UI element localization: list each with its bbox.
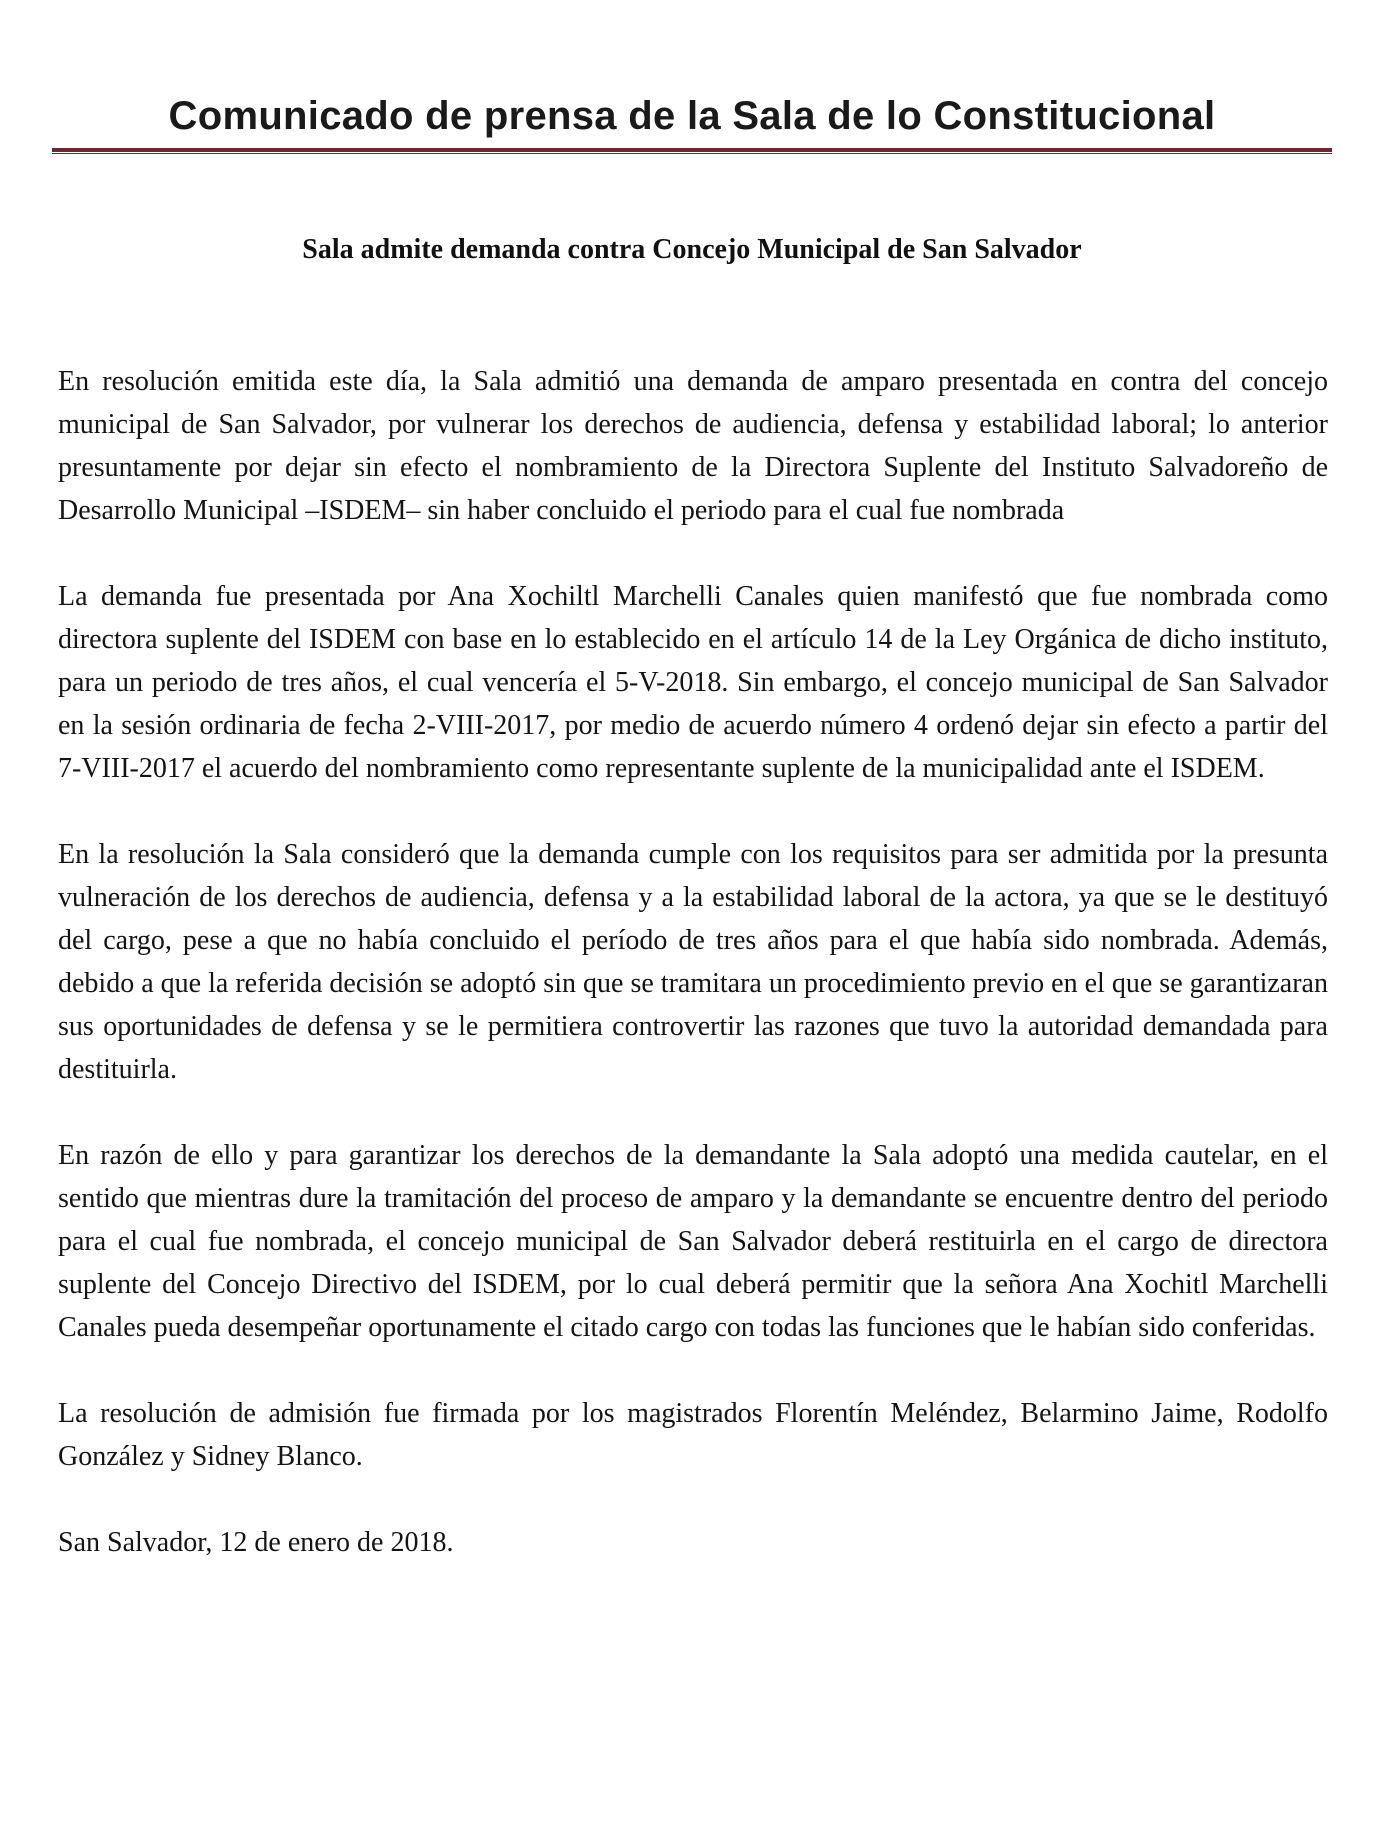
paragraph-4: En razón de ello y para garantizar los derechos de la demandante la Sala adoptó una medida cautelar, en el sentido que mientras dure la tramitación del proceso de amparo y la demandante se encuentre dentro del periodo para el cual fue nombrada, el concejo municipal de San Salvador deberá restituirla en el cargo de directora suplente del Concejo Directivo del ISDEM, por lo cual deberá permitir que la señora Ana Xochitl Marchelli Canales pueda desempeñar oportunamente el citado cargo con todas las funciones que le habían sido conferidas. — [58, 1140, 1328, 1343]
paragraph-3: En la resolución la Sala consideró que la demanda cumple con los requisitos para ser admitida por la presunta vulneración de los derechos de audiencia, defensa y a la estabilidad laboral de la actora, ya que se le destituyó del cargo, pese a que no había concluido el período de tres años para el que había sido nombrada. Además, debido a que la referida decisión se adoptó sin que se tramitara un procedimiento previo en el que se garantizaran sus oportunidades de defensa y se le permitiera controvertir las razones que tuvo la autoridad demandada para destituirla. — [58, 839, 1328, 1085]
page-header — [52, 88, 1332, 154]
header-divider — [52, 148, 1332, 154]
paragraph-5: La resolución de admisión fue firmada por los magistrados Florentín Meléndez, Belarmino Jaime, Rodolfo González y Sidney Blanco. — [58, 1398, 1328, 1472]
document-body — [58, 360, 1328, 1607]
paragraph-1: En resolución emitida este día, la Sala admitió una demanda de amparo presentada en contra del concejo municipal de San Salvador, por vulnerar los derechos de audiencia, defensa y estabilidad laboral; lo anterior presuntamente por dejar sin efecto el nombramiento de la Directora Suplente del Instituto Salvadoreño de Desarrollo Municipal –ISDEM– sin haber concluido el periodo para el cual fue nombrada — [58, 366, 1328, 526]
page-title: Comunicado de prensa de la Sala de lo Constitucional — [168, 94, 1216, 138]
dateline: San Salvador, 12 de enero de 2018. — [58, 1527, 454, 1558]
paragraph-2: La demanda fue presentada por Ana Xochiltl Marchelli Canales quien manifestó que fue nombrada como directora suplente del ISDEM con base en lo establecido en el artículo 14 de la Ley Orgánica de dicho instituto, para un periodo de tres años, el cual vencería el 5-V-2018. Sin embargo, el concejo municipal de San Salvador en la sesión ordinaria de fecha 2-VIII-2017, por medio de acuerdo número 4 ordenó dejar sin efecto a partir del 7-VIII-2017 el acuerdo del nombramiento como representante suplente de la municipalidad ante el ISDEM. — [58, 581, 1328, 784]
document-subtitle: Sala admite demanda contra Concejo Municipal de San Salvador — [302, 234, 1082, 265]
